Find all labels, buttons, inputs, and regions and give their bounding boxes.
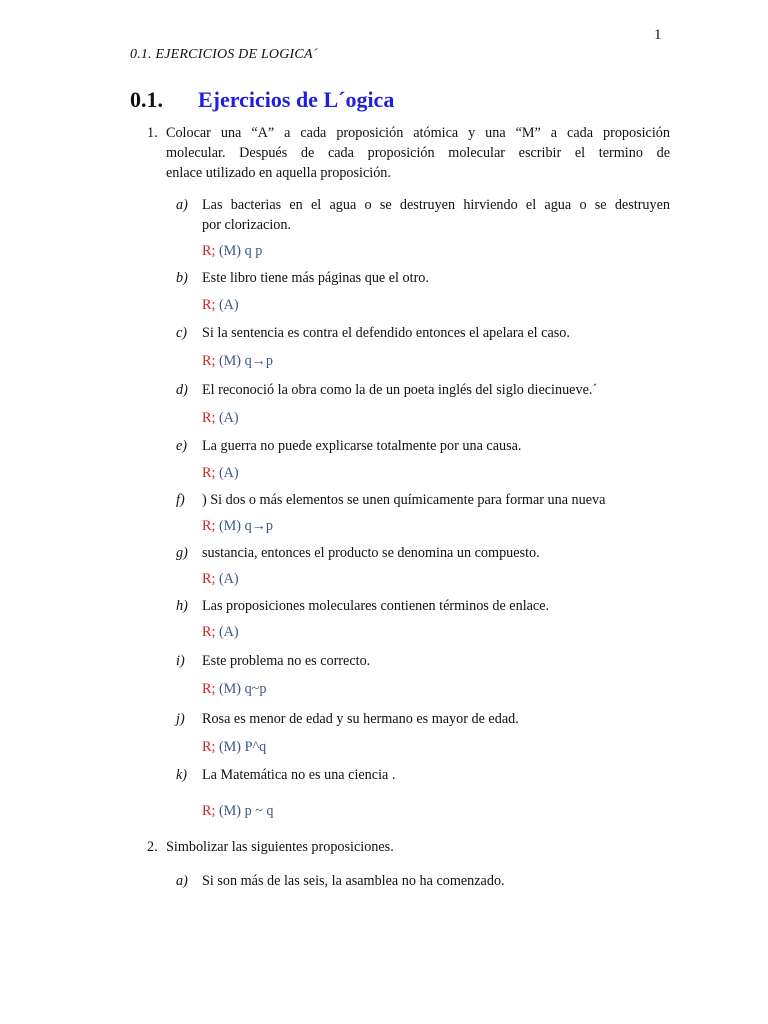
- item-i-line-1: Este problema no es correcto.: [202, 653, 371, 669]
- item-f-line-1: ) Si dos o más elementos se unen químicamente para formar una nueva: [202, 492, 606, 508]
- item-k-line-1: La Matemática no es una ciencia .: [202, 767, 396, 783]
- answer-k-value: (M) p ~ q: [218, 803, 274, 819]
- answer-d-value: (A): [218, 410, 239, 426]
- item-i-letter: i): [176, 653, 185, 669]
- item-e-line-1: La guerra no puede explicarse totalmente por una causa.: [202, 438, 522, 454]
- item-b-letter: b): [176, 270, 188, 286]
- item-c-letter: c): [176, 325, 188, 341]
- q2-item-a-letter: a): [176, 873, 188, 889]
- item-g-letter: g): [176, 545, 188, 561]
- answer-d: [202, 408, 239, 428]
- item-a-letter: a): [176, 197, 188, 213]
- answer-i: [202, 679, 266, 699]
- item-h-letter: h): [176, 598, 188, 614]
- answer-e: [202, 463, 239, 483]
- answer-a-label: R;: [202, 243, 216, 259]
- answer-i-value: (M) q~p: [218, 681, 267, 697]
- answer-f-value: (M) q→p: [218, 518, 273, 534]
- answer-h: [202, 622, 239, 642]
- answer-a-value: (M) q p: [218, 243, 263, 259]
- answer-g-label: R;: [202, 571, 216, 587]
- item-b-line-1: Este libro tiene más páginas que el otro.: [202, 270, 429, 286]
- section-number: 0.1.: [130, 87, 163, 112]
- answer-c-value: (M) q→p: [218, 353, 273, 369]
- item-a-line-1: Las bacterias en el agua o se destruyen hirviendo el agua o se destruyen: [202, 197, 670, 213]
- answer-h-value: (A): [218, 624, 239, 640]
- answer-g: [202, 569, 239, 589]
- item-k-letter: k): [176, 767, 188, 783]
- question-2-text: Simbolizar las siguientes proposiciones.: [166, 839, 394, 855]
- item-d-line-1: El reconoció la obra como la de un poeta inglés del siglo diecinueve.´: [202, 382, 598, 398]
- answer-b-value: (A): [218, 297, 239, 313]
- q2-item-a-line-1: Si son más de las seis, la asamblea no ha comenzado.: [202, 873, 505, 889]
- answer-d-label: R;: [202, 410, 216, 426]
- item-f-letter: f): [176, 492, 185, 508]
- answer-j-label: R;: [202, 739, 216, 755]
- answer-b-label: R;: [202, 297, 216, 313]
- item-g-line-1: sustancia, entonces el producto se denomina un compuesto.: [202, 545, 540, 561]
- answer-f: [202, 516, 273, 536]
- answer-h-label: R;: [202, 624, 216, 640]
- answer-i-label: R;: [202, 681, 216, 697]
- running-head: 0.1. EJERCICIOS DE LOGICA´: [130, 47, 318, 62]
- question-1-number: 1.: [147, 125, 158, 141]
- answer-j-value: (M) P^q: [218, 739, 267, 755]
- item-j-letter: j): [176, 711, 185, 727]
- question-1-line-3: enlace utilizado en aquella proposición.: [166, 165, 391, 181]
- answer-g-value: (A): [218, 571, 239, 587]
- section-heading: [130, 87, 394, 113]
- answer-j: [202, 737, 266, 757]
- answer-k: [202, 801, 274, 821]
- section-title: Ejercicios de L´ogica: [198, 87, 395, 112]
- item-d-letter: d): [176, 382, 188, 398]
- answer-e-label: R;: [202, 465, 216, 481]
- answer-c-label: R;: [202, 353, 216, 369]
- answer-k-label: R;: [202, 803, 216, 819]
- item-h-line-1: Las proposiciones moleculares contienen términos de enlace.: [202, 598, 550, 614]
- question-2-number: 2.: [147, 839, 158, 855]
- question-1-line-2: molecular. Después de cada proposición molecular escribir el termino de: [166, 145, 670, 161]
- item-a-line-2: por clorizacion.: [202, 217, 292, 233]
- answer-a: [202, 241, 262, 261]
- item-e-letter: e): [176, 438, 188, 454]
- item-j-line-1: Rosa es menor de edad y su hermano es mayor de edad.: [202, 711, 519, 727]
- item-c-line-1: Si la sentencia es contra el defendido entonces el apelara el caso.: [202, 325, 570, 341]
- answer-b: [202, 295, 239, 315]
- page-number: 1: [654, 27, 662, 43]
- question-1-line-1: Colocar una “A” a cada proposición atómica y una “M” a cada proposición: [166, 125, 670, 141]
- answer-e-value: (A): [218, 465, 239, 481]
- answer-c: [202, 351, 273, 371]
- answer-f-label: R;: [202, 518, 216, 534]
